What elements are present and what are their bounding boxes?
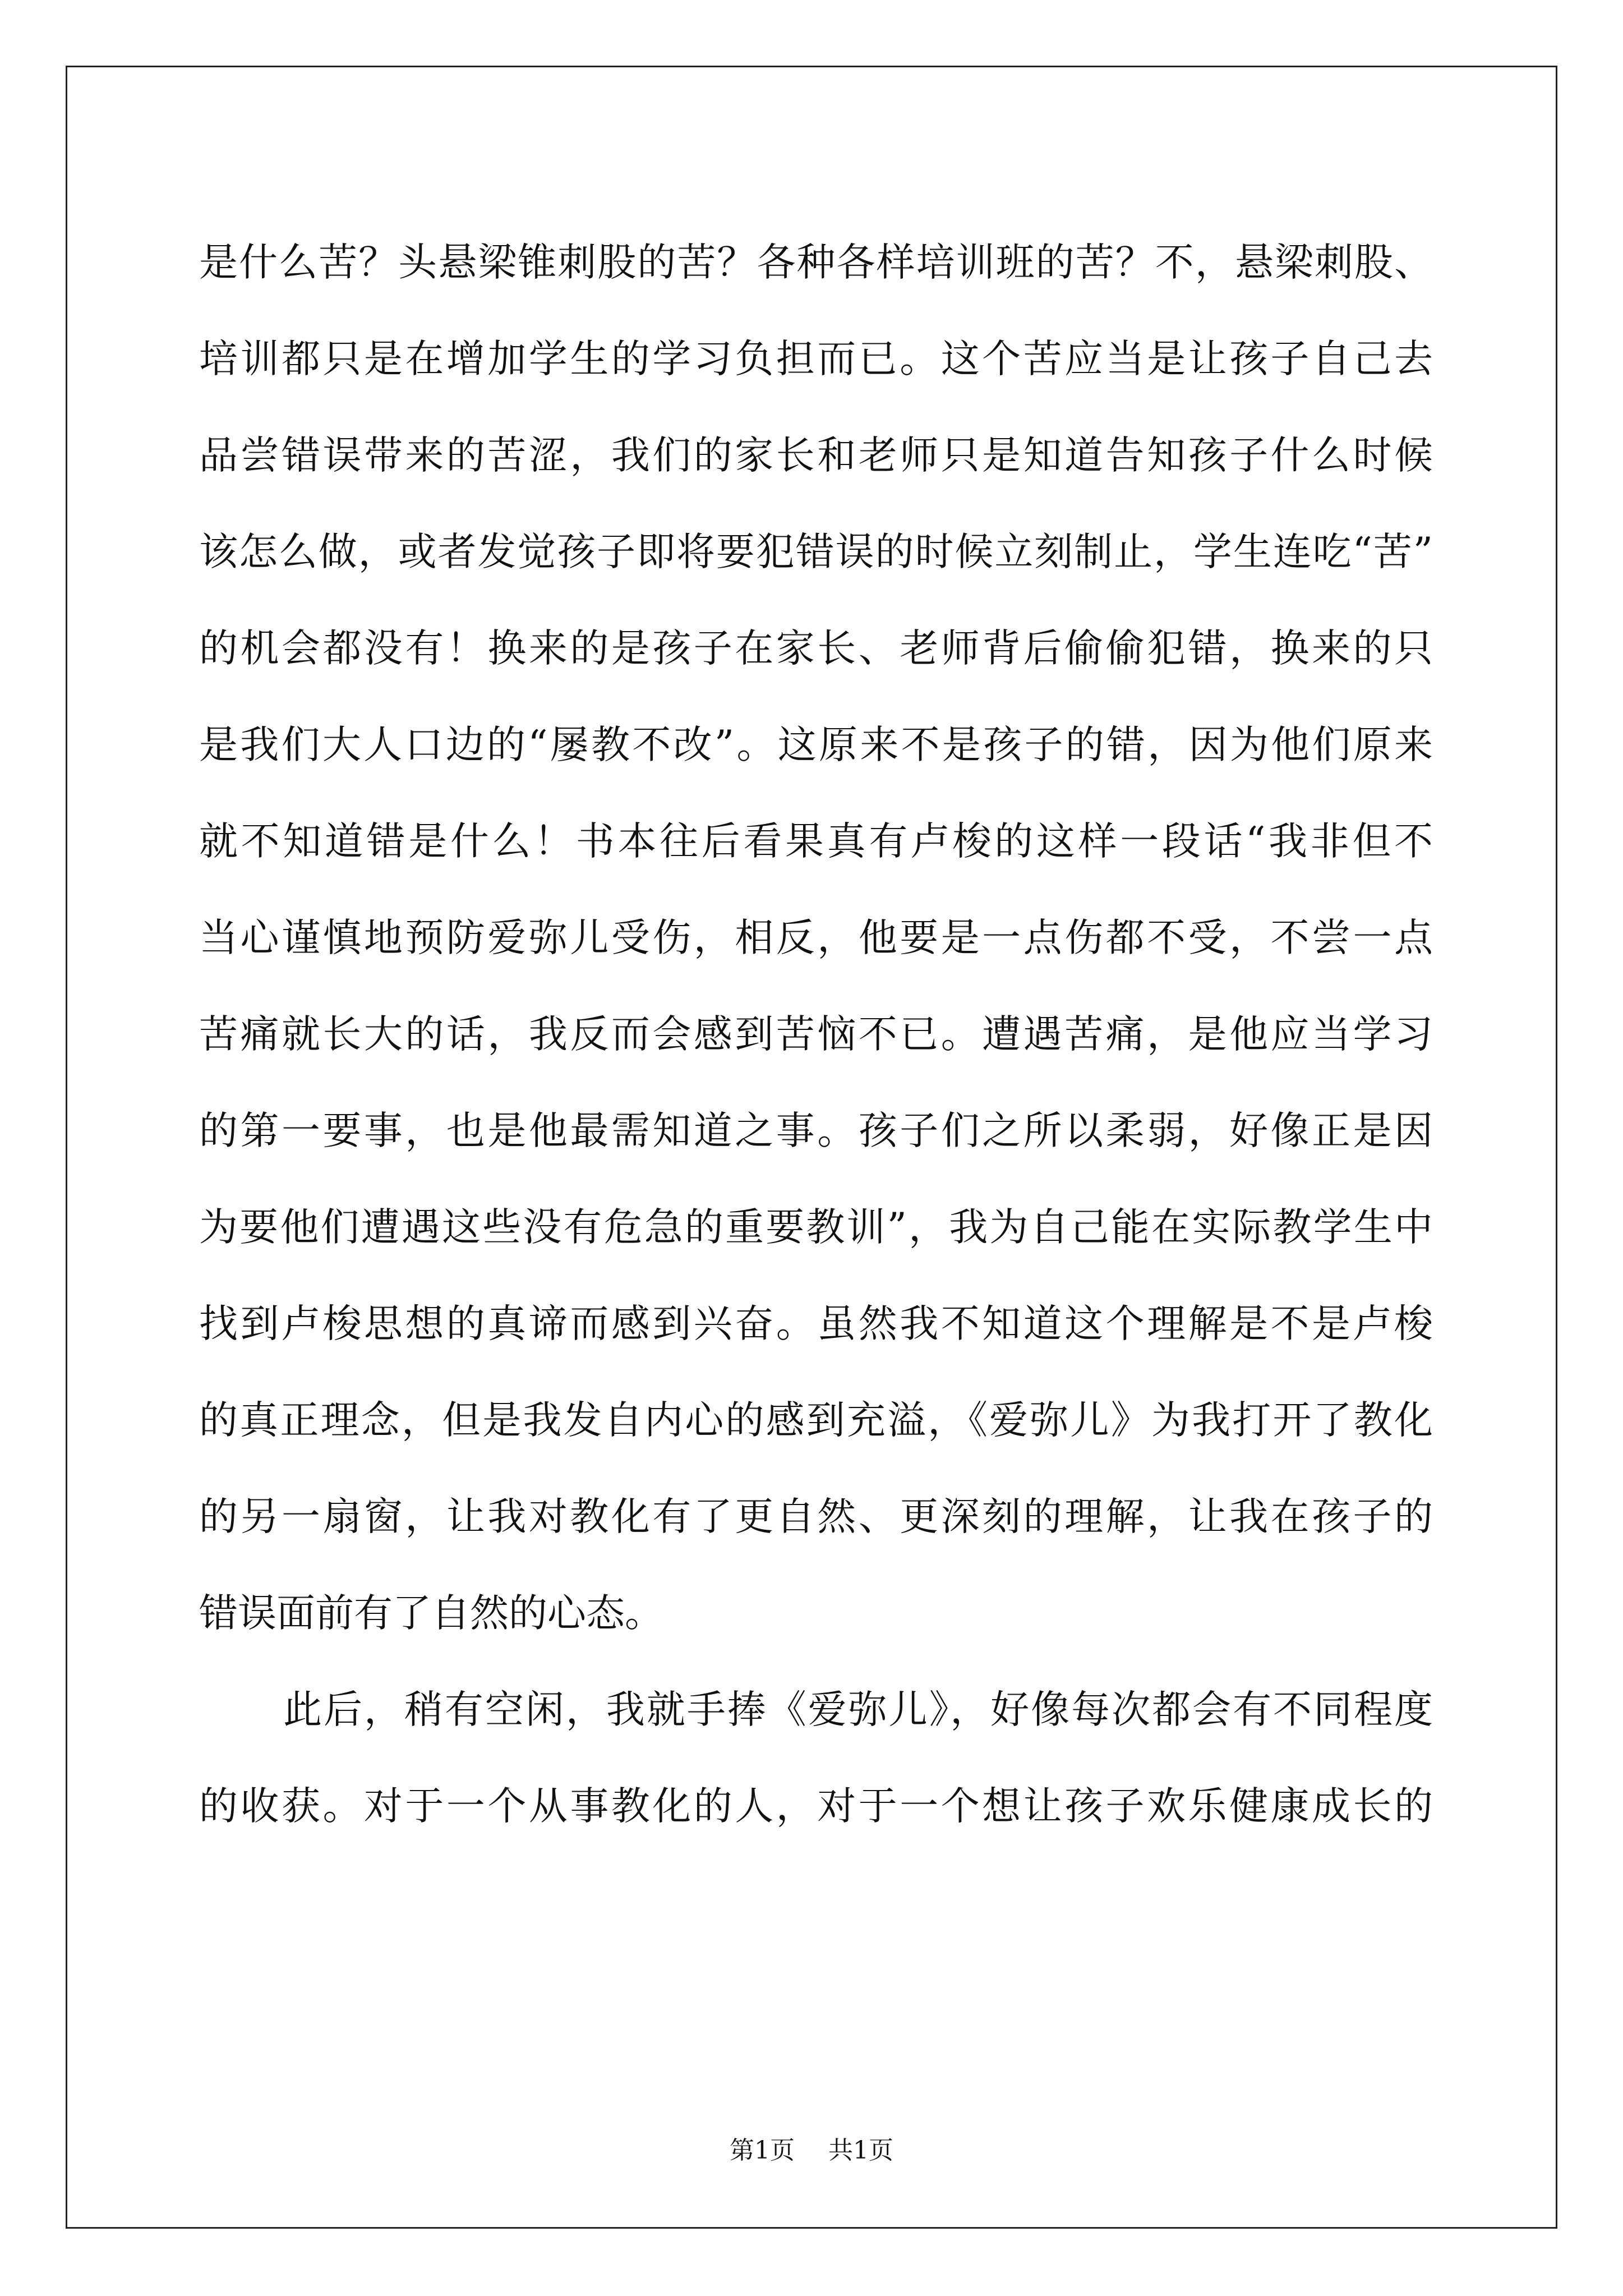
text-line: 找到卢梭思想的真谛而感到兴奋。虽然我不知道这个理解是不是卢梭 xyxy=(199,1301,1433,1346)
text-line: 是我们大人口边的“屡教不改”。这原来不是孩子的错，因为他们原来 xyxy=(199,723,1433,767)
text-line: 的收获。对于一个从事教化的人，对于一个想让孩子欢乐健康成长的 xyxy=(199,1784,1433,1829)
text-line: 错误面前有了自然的心态。 xyxy=(199,1591,663,1636)
paragraph-2 xyxy=(199,1662,1433,1855)
text-line: 品尝错误带来的苦涩，我们的家长和老师只是知道告知孩子什么时候 xyxy=(199,433,1433,478)
page-footer xyxy=(0,2134,1623,2168)
text-line: 培训都只是在增加学生的学习负担而已。这个苦应当是让孩子自己去 xyxy=(199,337,1433,381)
text-line: 的另一扇窗，让我对教化有了更自然、更深刻的理解，让我在孩子的 xyxy=(199,1494,1433,1539)
text-line: 该怎么做，或者发觉孩子即将要犯错误的时候立刻制止，学生连吃“苦” xyxy=(199,530,1433,574)
text-line: 此后，稍有空闲，我就手捧《爱弥儿》，好像每次都会有不同程度 xyxy=(283,1687,1433,1732)
text-line: 的机会都没有！换来的是孩子在家长、老师背后偷偷犯错，换来的只 xyxy=(199,626,1433,671)
text-line: 的第一要事，也是他最需知道之事。孩子们之所以柔弱，好像正是因 xyxy=(199,1108,1433,1153)
text-line: 就不知道错是什么！书本往后看果真有卢梭的这样一段话“我非但不 xyxy=(199,819,1433,864)
page-total: 共1页 xyxy=(828,2136,893,2165)
page-number: 第1页 xyxy=(730,2136,795,2165)
text-line: 当心谨慎地预防爱弥儿受伤，相反，他要是一点伤都不受，不尝一点 xyxy=(199,915,1433,960)
document-body xyxy=(199,214,1433,1855)
text-line: 的真正理念，但是我发自内心的感到充溢，《爱弥儿》为我打开了教化 xyxy=(199,1398,1433,1443)
text-line: 是什么苦？头悬梁锥刺股的苦？各种各样培训班的苦？不，悬梁刺股、 xyxy=(199,240,1433,285)
text-line: 为要他们遭遇这些没有危急的重要教训”，我为自己能在实际教学生中 xyxy=(199,1205,1433,1250)
text-line: 苦痛就长大的话，我反而会感到苦恼不已。遭遇苦痛，是他应当学习 xyxy=(199,1012,1433,1057)
paragraph-1 xyxy=(199,214,1433,1662)
